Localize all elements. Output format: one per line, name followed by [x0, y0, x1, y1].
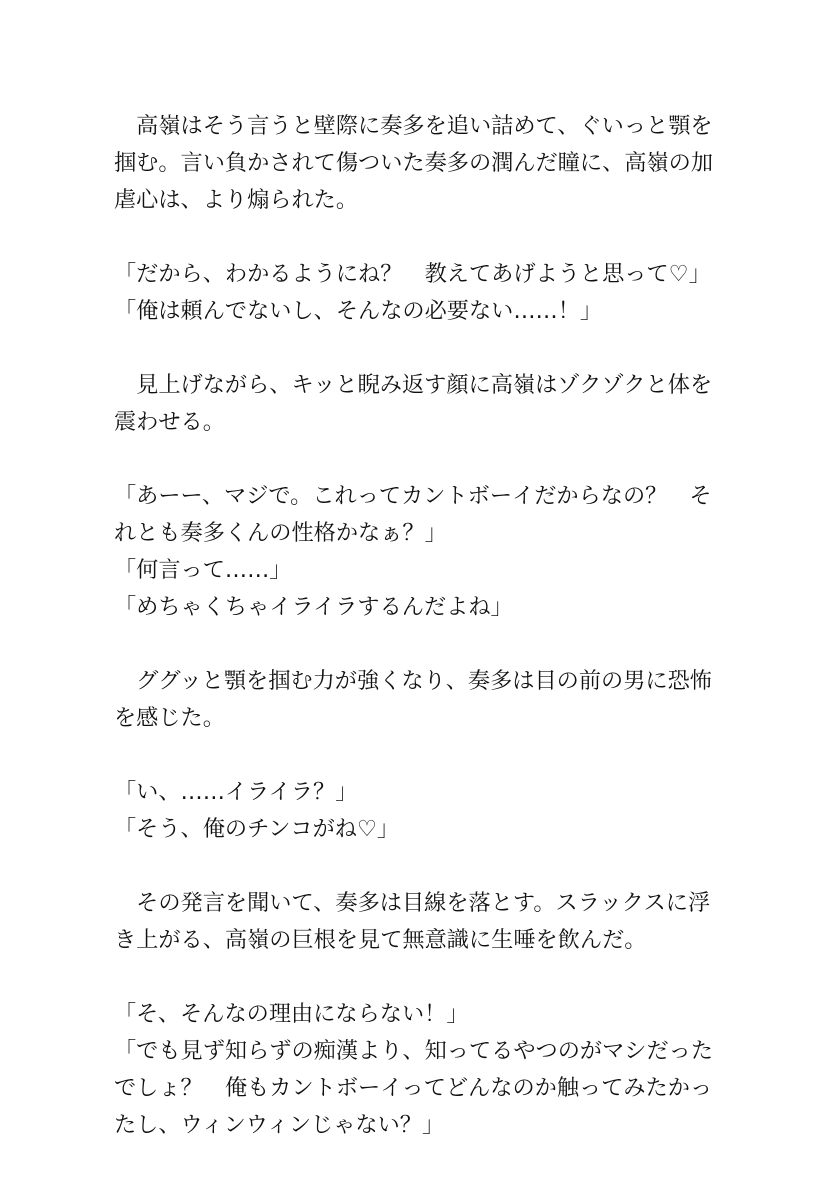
text-line: 「めちゃくちゃイライラするんだよね」: [114, 594, 513, 620]
document-page: [114, 108, 714, 1144]
text-line: 掴む。言い負かされて傷ついた奏多の潤んだ瞳に、高嶺の加: [114, 150, 714, 176]
text-line: 高嶺はそう言うと壁際に奏多を追い詰めて、ぐいっと顎を: [114, 113, 713, 139]
text-line: 「そ、そんなの理由にならない！」: [114, 1001, 469, 1027]
text-line: を感じた。: [114, 705, 225, 731]
text-line: 「だから、わかるようにね？ 教えてあげようと思って♡」: [114, 261, 711, 287]
text-line: でしょ？ 俺もカントボーイってどんなのか触ってみたかっ: [114, 1075, 713, 1101]
text-line: れとも奏多くんの性格かなぁ？」: [114, 520, 447, 546]
blank-line: [114, 219, 714, 256]
text-line: 震わせる。: [114, 409, 225, 435]
text-line: 「何言って……」: [114, 557, 292, 583]
text-line: ググッと顎を掴む力が強くなり、奏多は目の前の男に恐怖: [114, 668, 712, 694]
blank-line: [114, 330, 714, 367]
blank-line: [114, 848, 714, 885]
blank-line: [114, 959, 714, 996]
blank-line: [114, 626, 714, 663]
blank-line: [114, 737, 714, 774]
blank-line: [114, 441, 714, 478]
text-line: 虐心は、より煽られた。: [114, 187, 359, 213]
text-line: 見上げながら、キッと睨み返す顔に高嶺はゾクゾクと体を: [114, 372, 713, 398]
text-line: 「い、……イライラ？」: [114, 779, 358, 805]
text-line: 「でも見ず知らずの痴漢より、知ってるやつのがマシだった: [114, 1038, 714, 1064]
text-line: たし、ウィンウィンじゃない？」: [114, 1112, 445, 1138]
text-line: 「俺は頼んでないし、そんなの必要ない……！」: [114, 298, 603, 324]
text-line: 「あーー、マジで。これってカントボーイだからなの？ そ: [114, 483, 712, 509]
text-line: その発言を聞いて、奏多は目線を落とす。スラックスに浮: [114, 890, 711, 916]
text-line: 「そう、俺のチンコがね♡」: [114, 816, 400, 842]
text-line: き上がる、高嶺の巨根を見て無意識に生唾を飲んだ。: [114, 927, 647, 953]
